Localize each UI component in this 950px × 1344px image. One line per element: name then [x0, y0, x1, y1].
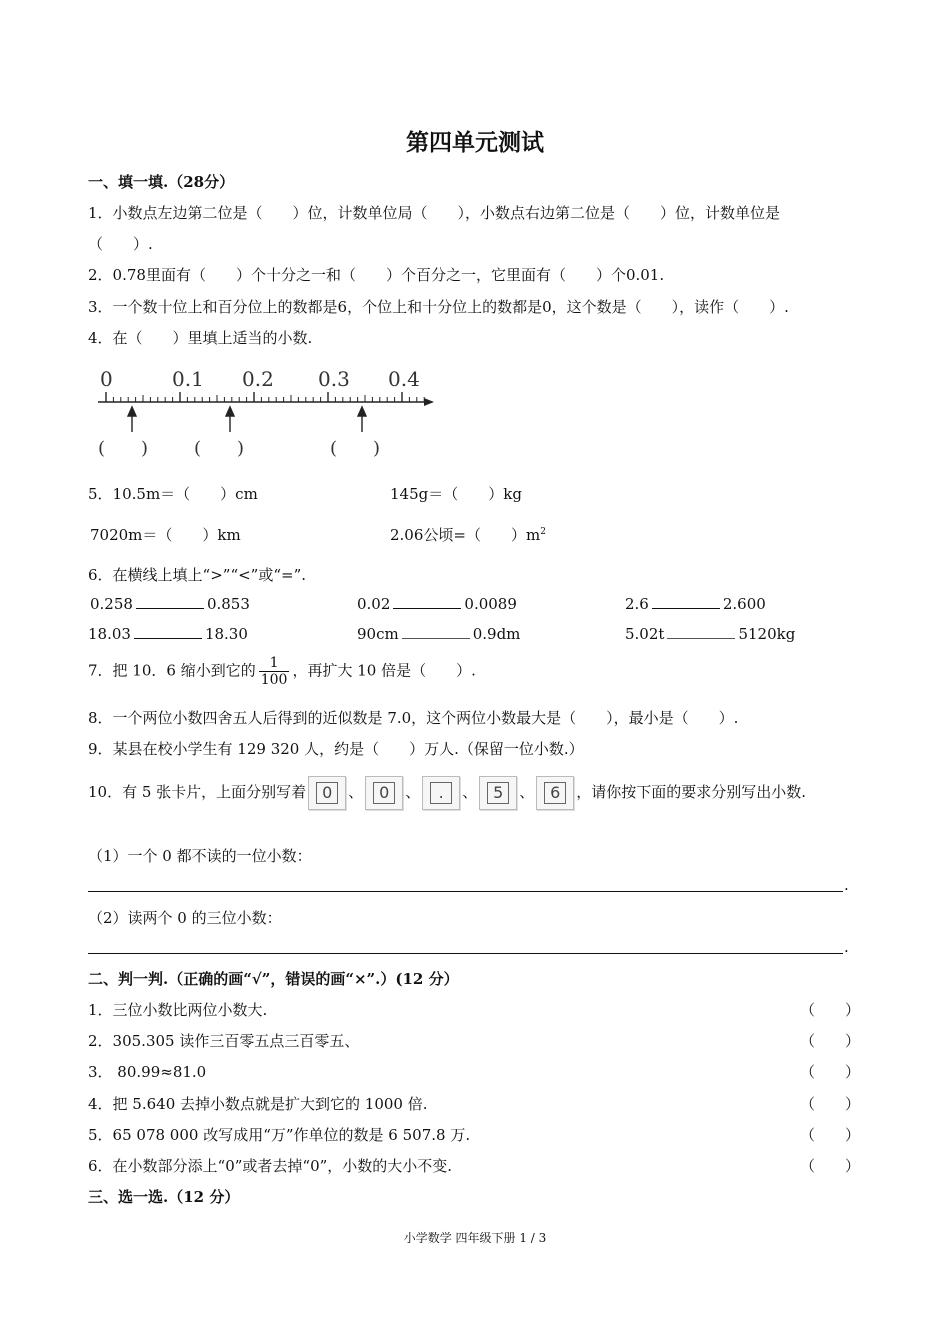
- q6-item-4-blank[interactable]: [134, 637, 202, 639]
- q6-item-4: [88, 625, 248, 643]
- number-line-figure: [90, 360, 440, 465]
- q6-item-5: [357, 625, 520, 643]
- q6-intro: 6．在横线上填上“>”“<”或“=”.: [88, 566, 307, 584]
- q6-item-1-left: 0.258: [90, 595, 133, 613]
- q6-item-2-left: 0.02: [357, 595, 391, 613]
- judge-answer-4[interactable]: （ ）: [800, 1095, 861, 1113]
- q6-item-6-blank[interactable]: [667, 637, 735, 639]
- q6-item-6-right: 5120kg: [738, 625, 796, 643]
- card-0-first: 0: [308, 776, 346, 810]
- arrow-2-head: [226, 407, 234, 416]
- section-3-header: 三、选一选.（12 分）: [88, 1188, 240, 1206]
- judge-item-5: 5．65 078 000 改写成用“万”作单位的数是 6 507.8 万.: [88, 1126, 471, 1144]
- q1-line-1: 1．小数点左边第二位是（ ）位，计数单位局（ ），小数点右边第二位是（ ）位，计数单位是: [88, 204, 781, 222]
- q6-item-2-blank[interactable]: [393, 607, 461, 609]
- q6-item-5-right: 0.9dm: [472, 625, 521, 643]
- q6-item-5-left: 90cm: [357, 625, 399, 643]
- judge-item-2: 2．305.305 读作三百零五点三百零五、: [88, 1032, 360, 1050]
- q6-item-5-blank[interactable]: [402, 637, 470, 639]
- numberline-blank-3: ( ): [330, 438, 381, 459]
- q6-item-1: [90, 595, 250, 613]
- card-decimal-point: .: [422, 776, 460, 810]
- q6-item-3-left: 2.6: [625, 595, 649, 613]
- q6-item-3: [625, 595, 766, 613]
- q6-item-3-blank[interactable]: [652, 607, 720, 609]
- q6-item-1-blank[interactable]: [136, 607, 204, 609]
- judge-item-1: 1．三位小数比两位小数大.: [88, 1001, 268, 1019]
- q6-item-4-right: 18.30: [204, 625, 248, 643]
- arrow-1-head: [128, 407, 136, 416]
- section-2-header: 二、判一判.（正确的画“√”，错误的画“×”.）(12 分）: [88, 970, 459, 988]
- judge-item-4: 4．把 5.640 去掉小数点就是扩大到它的 1000 倍.: [88, 1095, 428, 1113]
- q10-sub2: （2）读两个 0 的三位小数：: [88, 909, 282, 927]
- judge-answer-5[interactable]: （ ）: [800, 1126, 861, 1144]
- q4: 4．在（ ）里填上适当的小数.: [88, 329, 313, 347]
- q5-a: 5．10.5m＝（ ）cm: [88, 485, 258, 503]
- card-0-second: 0: [365, 776, 403, 810]
- q7-pre: 7．把 10．6 缩小到它的: [88, 661, 256, 680]
- judge-answer-3[interactable]: （ ）: [800, 1063, 861, 1081]
- q10-answer-line-1-end: .: [844, 876, 849, 894]
- q6-item-2: [357, 595, 517, 613]
- q5-d-text: 2.06公顷=（ ）m: [390, 526, 541, 544]
- numberline-blank-2: ( ): [194, 438, 245, 459]
- judge-answer-6[interactable]: （ ）: [800, 1157, 861, 1175]
- judge-item-3: 3． 80.99≈81.0: [88, 1063, 207, 1081]
- tick-label-0-2: 0.2: [242, 367, 274, 391]
- q10-sub1: （1）一个 0 都不读的一位小数：: [88, 847, 312, 865]
- judge-answer-2[interactable]: （ ）: [800, 1032, 861, 1050]
- q5-c: 7020m＝（ ）km: [90, 526, 241, 544]
- card-5: 5: [479, 776, 517, 810]
- q6-item-3-right: 2.600: [722, 595, 766, 613]
- q6-item-4-left: 18.03: [88, 625, 131, 643]
- q6-item-1-right: 0.853: [206, 595, 250, 613]
- q7-numerator: 1: [259, 655, 290, 672]
- q10-answer-line-2-end: .: [844, 938, 849, 956]
- tick-label-0: 0: [100, 367, 113, 391]
- q6-item-6: [625, 625, 795, 643]
- q10-pre: 10．有 5 张卡片，上面分别写着: [88, 783, 307, 801]
- q10-sep: 、: [462, 783, 478, 801]
- q7-denominator: 100: [260, 672, 288, 689]
- q10-post: ，请你按下面的要求分别写出小数.: [576, 783, 807, 801]
- q7: [88, 655, 476, 688]
- q10-answer-line-2[interactable]: [88, 953, 843, 954]
- judge-answer-1[interactable]: （ ）: [800, 1001, 861, 1019]
- page-title: 第四单元测试: [406, 129, 544, 156]
- q7-fraction: [259, 655, 290, 688]
- q6-item-2-right: 0.0089: [464, 595, 517, 613]
- arrow-3-head: [358, 407, 366, 416]
- q10-sep: 、: [405, 783, 421, 801]
- page-footer: 小学数学 四年级下册 1 / 3: [403, 1231, 547, 1245]
- q5-d: [390, 524, 546, 545]
- tick-label-0-4: 0.4: [388, 367, 420, 391]
- tick-label-0-3: 0.3: [318, 367, 350, 391]
- q1-line-2: （ ）.: [88, 235, 153, 253]
- q10-sep: 、: [348, 783, 364, 801]
- q10-sep: 、: [519, 783, 535, 801]
- number-line-minor-ticks: [106, 392, 424, 402]
- tick-label-0-1: 0.1: [172, 367, 204, 391]
- number-line-arrowhead: [424, 398, 434, 406]
- q3: 3．一个数十位上和百分位上的数都是6，个位上和十分位上的数都是0，这个数是（ ），读作（ ）.: [88, 298, 789, 316]
- q7-post: ，再扩大 10 倍是（ ）.: [292, 661, 476, 680]
- q9: 9．某县在校小学生有 129 320 人，约是（ ）万人.（保留一位小数.）: [88, 740, 584, 758]
- q2: 2．0.78里面有（ ）个十分之一和（ ）个百分之一，它里面有（ ）个0.01.: [88, 266, 665, 284]
- section-1-header: 一、填一填.（28分）: [88, 173, 235, 191]
- q10: [88, 772, 806, 812]
- q6-item-6-left: 5.02t: [625, 625, 665, 643]
- judge-item-6: 6．在小数部分添上“0”或者去掉“0”，小数的大小不变.: [88, 1157, 453, 1175]
- numberline-blank-1: ( ): [98, 438, 149, 459]
- q8: 8．一个两位小数四舍五人后得到的近似数是 7.0，这个两位小数最大是（ ），最小是（ ）.: [88, 709, 739, 727]
- card-6: 6: [536, 776, 574, 810]
- q5-d-sup: 2: [540, 527, 546, 537]
- q5-b: 145g＝（ ）kg: [390, 485, 522, 503]
- q10-answer-line-1[interactable]: [88, 891, 843, 892]
